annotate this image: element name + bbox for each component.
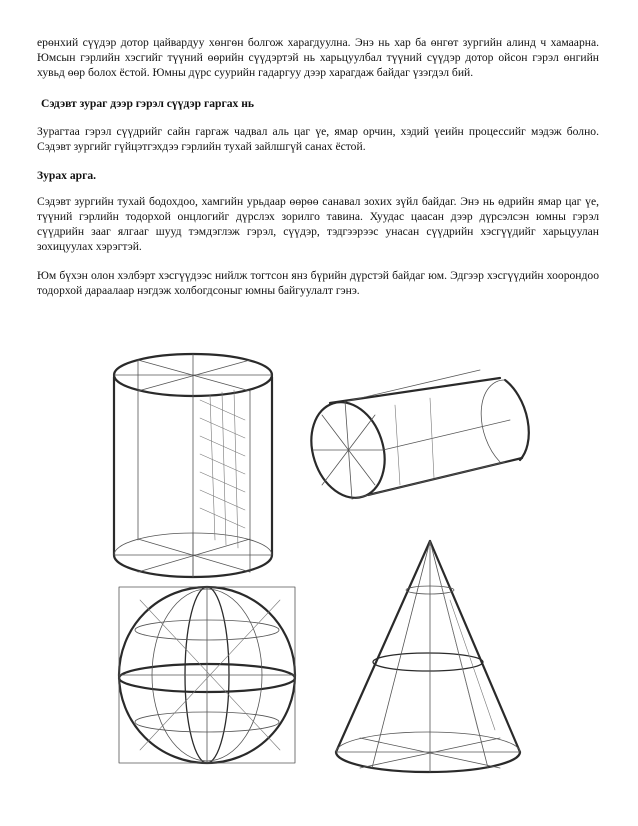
paragraph-4: Юм бүхэн олон хэлбэрт хэсгүүдээс нийлж тогтсон янз бүрийн дүрстэй байдаг юм. Эдгээр хэсгүүдийн хоорондоо тодорхой дараалаар нэгдэж холбогдсоныг юмны байгуулалт гэнэ. <box>37 269 599 297</box>
sphere-sketch <box>119 587 295 763</box>
heading-light-shadow: Сэдэвт зураг дээр гэрэл сүүдэр гаргах нь <box>41 97 255 110</box>
paragraph-2: Зурагтаа гэрэл сүүдрийг сайн гаргаж чадвал аль цаг үе, ямар орчин, хэдий үеийн процессийг мэдэж болно. Сэдэвт зургийг гүйцэтгэхдээ гэрлийн тухай зайлшгүй санах ёстой. <box>37 125 599 153</box>
lying-cylinder-sketch <box>300 370 529 507</box>
paragraph-3: Сэдэвт зургийн тухай бодохдоо, хамгийн урьдаар өөрөө санавал зохих зүйл байдаг. Энэ нь өдрийн ямар цаг үе, түүний гэрлийн тодорхой онцлогийг дүрслэх зорилго тавина. Хуудас цаасан дээр дүрсэлсэн юмны гэрэл сүүдрийн зааг ялгааг шууд тэмдэглэж гэрэл, сүүдэр, тэдгээрээс унасан сүүдрийн хэсгүүдийг харьцуулан зохицуулах хэрэгтэй. <box>37 195 599 253</box>
heading-drawing-method: Зурах арга. <box>37 169 97 182</box>
paragraph-1: ерөнхий сүүдэр дотор цайвардуу хөнгөн болгож харагдуулна. Энэ нь хар ба өнгөт зургийн алинд ч хамаарна. Юмсын гэрлийн хэсгийг түүний өөрийн сүүдэртэй нь харьцуулбал түүний сүүдэр дотор ойсон гэрэл өнгийн хувьд өөр болох ёстой. Юмны дүрс суурийн гадаргуу дээр харагдаж байдаг үзэгдэл бий. <box>37 36 599 79</box>
cone-sketch <box>336 541 520 772</box>
upright-cylinder-sketch <box>114 354 272 577</box>
